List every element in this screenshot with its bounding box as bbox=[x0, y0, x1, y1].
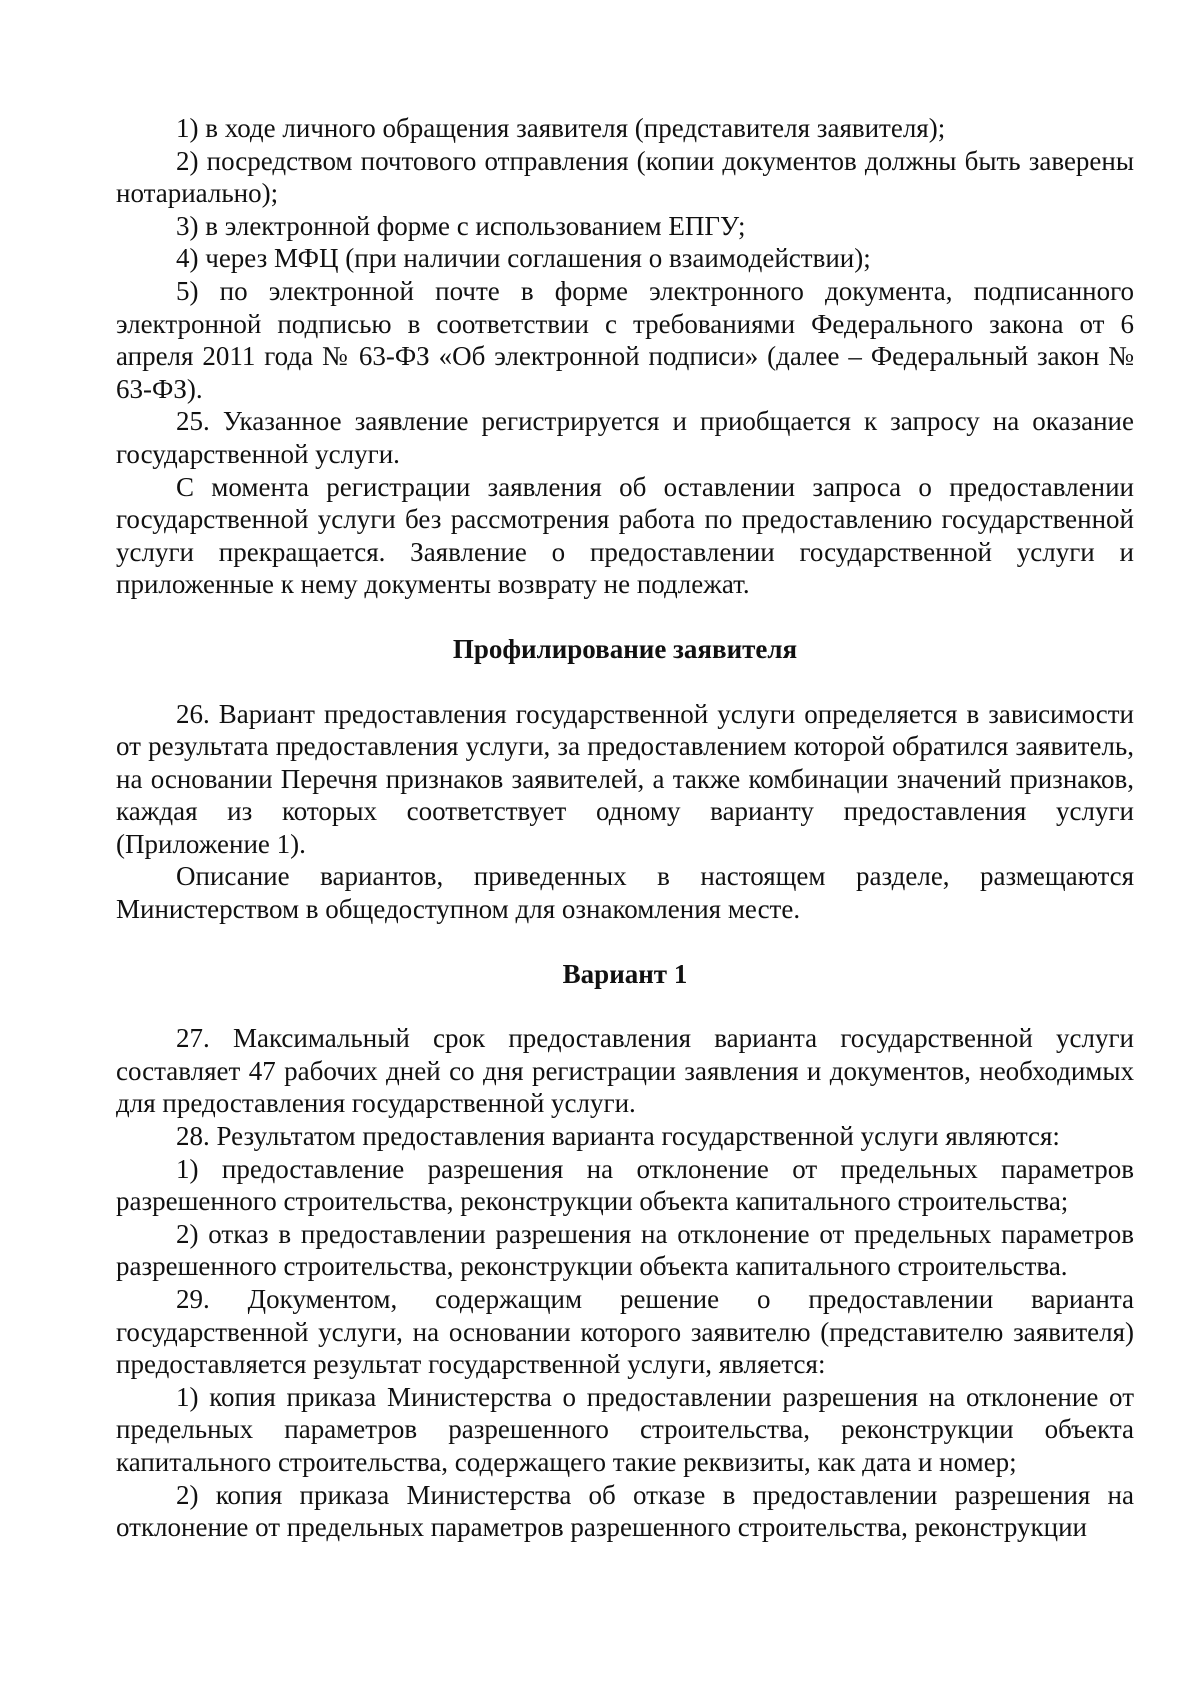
paragraph-29-decision-document: 29. Документом, содержащим решение о предоставлении варианта государственной услуги, на основании которого заявителю (представителю заявителя) предоставляется результат государственной услуги, является: bbox=[116, 1284, 1134, 1380]
section-heading-variant-1: Вариант 1 bbox=[562, 958, 688, 989]
paragraph-item-1-submission-in-person: 1) в ходе личного обращения заявителя (представителя заявителя); bbox=[176, 113, 946, 143]
paragraph-item-3-submission-epgu: 3) в электронной форме с использованием ЕПГУ; bbox=[176, 210, 746, 241]
document-body bbox=[116, 112, 1134, 1544]
paragraph-28-result-1-grant: 1) предоставление разрешения на отклонение от предельных параметров разрешенного строительства, реконструкции объекта капитального строительства; bbox=[116, 1153, 1134, 1217]
paragraph-25-registration: 25. Указанное заявление регистрируется и приобщается к запросу на оказание государственной услуги. bbox=[116, 406, 1134, 469]
section-heading-profiling: Профилирование заявителя bbox=[452, 633, 798, 664]
paragraph-28-results: 28. Результатом предоставления варианта государственной услуги являются: bbox=[176, 1121, 1060, 1152]
paragraph-item-4-submission-mfc: 4) через МФЦ (при наличии соглашения о взаимодействии); bbox=[176, 243, 871, 274]
paragraph-item-5-submission-email: 5) по электронной почте в форме электронного документа, подписанного электронной подписью в соответствии с требованиями Федерального закона от 6 апреля 2011 года № 63-ФЗ «Об электронной подписи» (далее – Федеральный закон № 63-ФЗ). bbox=[116, 275, 1134, 404]
paragraph-variants-description: Описание вариантов, приведенных в настоящем разделе, размещаются Министерством в общедоступном для ознакомления месте. bbox=[116, 861, 1134, 925]
paragraph-29-item-1-order-copy: 1) копия приказа Министерства о предоставлении разрешения на отклонение от предельных параметров разрешенного строительства, реконструкции объекта капитального строительства, содержащего такие реквизиты, как дата и номер; bbox=[116, 1381, 1134, 1477]
paragraph-28-result-2-refusal: 2) отказ в предоставлении разрешения на отклонение от предельных параметров разрешенного строительства, реконструкции объекта капитального строительства. bbox=[116, 1218, 1134, 1282]
paragraph-item-2-submission-by-post: 2) посредством почтового отправления (копии документов должны быть заверены нотариально); bbox=[116, 145, 1134, 209]
paragraph-29-item-2-refusal-order-copy: 2) копия приказа Министерства об отказе в предоставлении разрешения на отклонение от предельных параметров разрешенного строительства, реконструкции bbox=[116, 1479, 1134, 1543]
paragraph-work-termination: С момента регистрации заявления об оставлении запроса о предоставлении государственной услуги без рассмотрения работа по предоставлению государственной услуги прекращается. Заявление о предоставлении государственной услуги и приложенные к нему документы возврату не подлежат. bbox=[116, 471, 1134, 600]
paragraph-27-max-term: 27. Максимальный срок предоставления варианта государственной услуги составляет 47 рабочих дней со дня регистрации заявления и документов, необходимых для предоставления государственной услуги. bbox=[116, 1023, 1134, 1119]
paragraph-26-variant-definition: 26. Вариант предоставления государственной услуги определяется в зависимости от результата предоставления услуги, за предоставлением которой обратился заявитель, на основании Перечня признаков заявителей, а также комбинации значений признаков, каждая из которых соответствует одному варианту предоставления услуги (Приложение 1). bbox=[116, 698, 1134, 859]
